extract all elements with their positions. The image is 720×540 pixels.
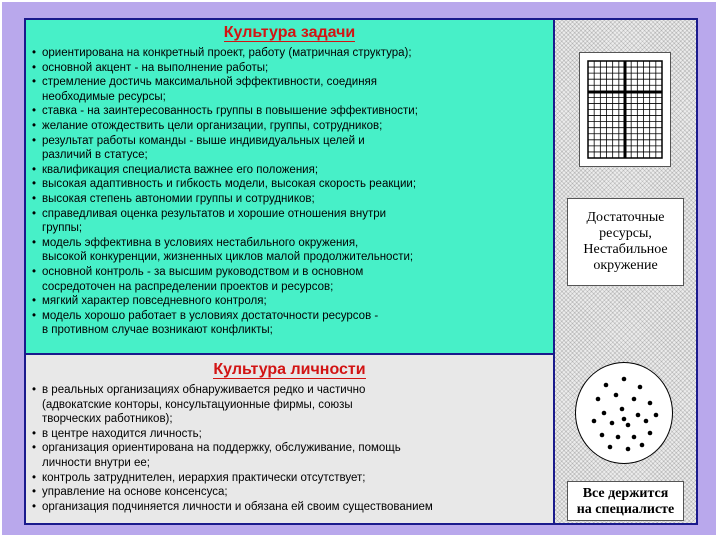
person-culture-side-label: Все держится на специалисте — [567, 481, 684, 521]
list-item: • мягкий характер повседневного контроля; — [32, 294, 551, 309]
slide-frame — [2, 2, 716, 535]
list-item: • высокая степень автономии группы и сотрудников; — [32, 192, 551, 207]
list-item: • организация подчиняется личности и обязана ей своим существованием — [32, 500, 551, 515]
list-item: • высокая адаптивность и гибкость модели, высокая скорость реакции; — [32, 177, 551, 192]
dots-circle-graphic — [576, 363, 672, 463]
list-item: • результат работы команды - выше индивидуальных целей и различий в статусе; — [32, 134, 551, 163]
matrix-grid-icon — [579, 52, 671, 167]
task-culture-panel — [24, 18, 555, 355]
list-item: • справедливая оценка результатов и хорошие отношения внутри группы; — [32, 207, 551, 236]
person-culture-list — [32, 383, 551, 514]
list-item: • контроль затруднителен, иерархия практически отсутствует; — [32, 471, 551, 486]
list-item: • в реальных организациях обнаруживается редко и частично (адвокатские конторы, консультацуионные фирмы, союзы творческих работников); — [32, 383, 551, 427]
list-item: • модель эффективна в условиях нестабильного окружения, высокой конкуренции, жизненных циклов малой продолжительности; — [32, 236, 551, 265]
list-item: • основной акцент - на выполнение работы; — [32, 61, 551, 76]
person-culture-title: Культура личности — [213, 361, 366, 378]
task-culture-side-label: Достаточные ресурсы, Нестабильное окружение — [567, 198, 684, 286]
list-item: • организация ориентирована на поддержку, обслуживание, помощь личности внутри ее; — [32, 441, 551, 470]
list-item: • модель хорошо работает в условиях достаточности ресурсов - в противном случае возникают конфликты; — [32, 309, 551, 338]
task-culture-list — [32, 46, 551, 338]
list-item: • управление на основе консенсуса; — [32, 485, 551, 500]
list-item: • в центре находится личность; — [32, 427, 551, 442]
matrix-grid-graphic — [580, 53, 670, 166]
task-culture-title: Культура задачи — [223, 24, 356, 41]
dots-circle-icon — [575, 362, 673, 464]
list-item: • стремление достичь максимальной эффективности, соединяя необходимые ресурсы; — [32, 75, 551, 104]
side-illustration-panel — [555, 18, 698, 525]
list-item: • ставка - на заинтересованность группы в повышение эффективности; — [32, 104, 551, 119]
list-item: • основной контроль - за высшим руководством и в основном сосредоточен на распределении проектов и ресурсов; — [32, 265, 551, 294]
person-culture-panel — [24, 355, 555, 525]
list-item: • ориентирована на конкретный проект, работу (матричная структура); — [32, 46, 551, 61]
list-item: • квалификация специалиста важнее его положения; — [32, 163, 551, 178]
list-item: • желание отождествить цели организации, группы, сотрудников; — [32, 119, 551, 134]
